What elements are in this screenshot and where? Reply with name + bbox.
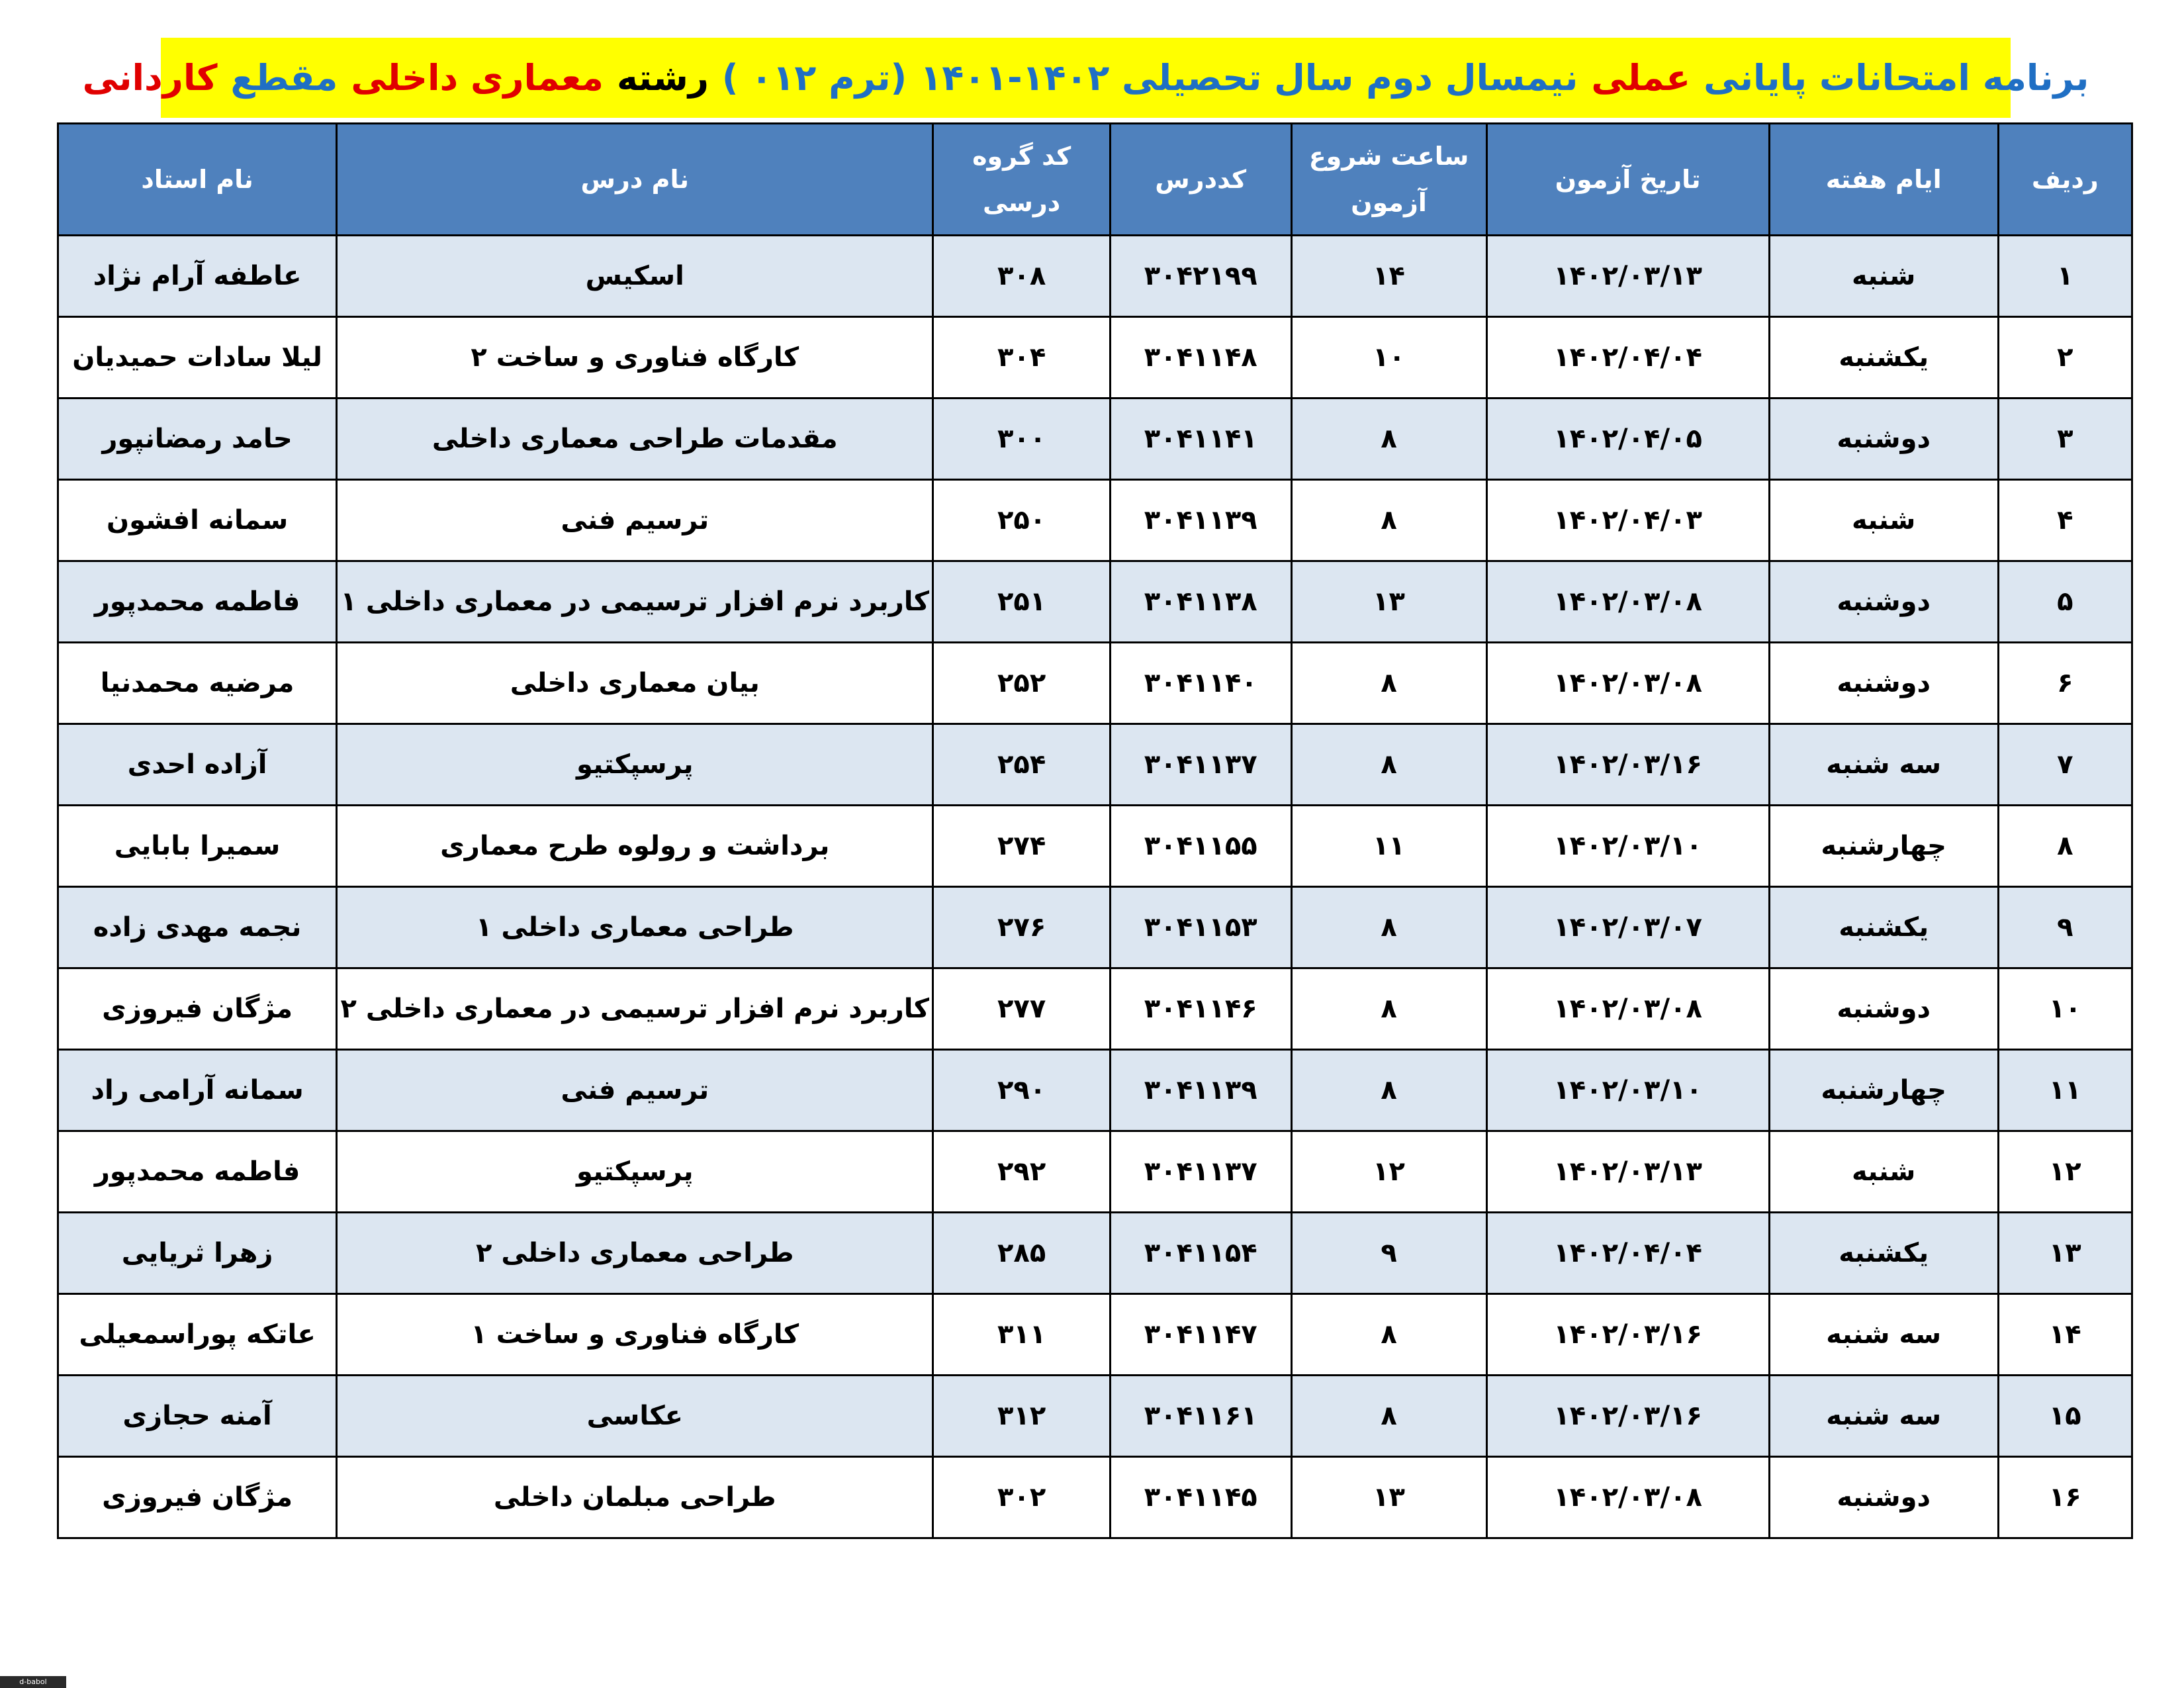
cell-group-code: ۳۰۰	[933, 399, 1111, 480]
cell-course-name: پرسپکتیو	[337, 1131, 933, 1213]
cell-course-code: ۳۰۴۱۱۳۹	[1110, 1050, 1291, 1131]
cell-row-number: ۵	[1998, 561, 2132, 643]
table-row	[58, 480, 2132, 561]
cell-course-name: کاربرد نرم افزار ترسیمی در معماری داخلی ۲	[337, 968, 933, 1050]
cell-row-number: ۱۲	[1998, 1131, 2132, 1213]
table-row	[58, 1050, 2132, 1131]
cell-start-time: ۸	[1291, 399, 1486, 480]
cell-group-code: ۲۵۰	[933, 480, 1111, 561]
cell-course-name: اسکیس	[337, 236, 933, 317]
cell-day: چهارشنبه	[1769, 1050, 1998, 1131]
cell-course-code: ۳۰۴۱۱۵۳	[1110, 887, 1291, 968]
cell-row-number: ۷	[1998, 724, 2132, 806]
cell-instructor: لیلا سادات حمیدیان	[58, 317, 337, 399]
cell-exam-date: ۱۴۰۲/۰۳/۱۳	[1486, 236, 1769, 317]
cell-instructor: نجمه مهدی زاده	[58, 887, 337, 968]
cell-course-code: ۳۰۴۱۱۳۷	[1110, 1131, 1291, 1213]
cell-instructor: عاتکه پوراسمعیلی	[58, 1294, 337, 1376]
cell-instructor: حامد رمضانپور	[58, 399, 337, 480]
cell-row-number: ۱۴	[1998, 1294, 2132, 1376]
table-body	[58, 236, 2132, 1538]
cell-course-code: ۳۰۴۱۱۴۰	[1110, 643, 1291, 724]
cell-start-time: ۸	[1291, 968, 1486, 1050]
cell-group-code: ۳۰۴	[933, 317, 1111, 399]
cell-instructor: زهرا ثریایی	[58, 1213, 337, 1294]
cell-row-number: ۱۶	[1998, 1457, 2132, 1538]
cell-course-name: طراحی معماری داخلی ۲	[337, 1213, 933, 1294]
cell-course-name: بیان معماری داخلی	[337, 643, 933, 724]
cell-course-name: کاربرد نرم افزار ترسیمی در معماری داخلی ۱	[337, 561, 933, 643]
cell-start-time: ۸	[1291, 887, 1486, 968]
cell-row-number: ۱۳	[1998, 1213, 2132, 1294]
cell-course-code: ۳۰۴۱۱۴۵	[1110, 1457, 1291, 1538]
cell-start-time: ۸	[1291, 724, 1486, 806]
cell-group-code: ۳۱۲	[933, 1376, 1111, 1457]
cell-row-number: ۴	[1998, 480, 2132, 561]
cell-course-code: ۳۰۴۱۱۳۹	[1110, 480, 1291, 561]
cell-day: یکشنبه	[1769, 317, 1998, 399]
cell-row-number: ۱۵	[1998, 1376, 2132, 1457]
cell-day: سه شنبه	[1769, 724, 1998, 806]
cell-instructor: سمانه آرامی راد	[58, 1050, 337, 1131]
cell-exam-date: ۱۴۰۲/۰۳/۰۸	[1486, 968, 1769, 1050]
title-part-6: معماری داخلی	[351, 57, 604, 99]
cell-course-code: ۳۰۴۱۱۵۵	[1110, 806, 1291, 887]
cell-start-time: ۱۰	[1291, 317, 1486, 399]
cell-course-name: مقدمات طراحی معماری داخلی	[337, 399, 933, 480]
cell-instructor: سمانه افشون	[58, 480, 337, 561]
cell-row-number: ۱۱	[1998, 1050, 2132, 1131]
table-row	[58, 1457, 2132, 1538]
cell-instructor: مرضیه محمدنیا	[58, 643, 337, 724]
cell-start-time: ۸	[1291, 1376, 1486, 1457]
cell-course-code: ۳۰۴۱۱۴۸	[1110, 317, 1291, 399]
table-row	[58, 399, 2132, 480]
title-part-3: نیمسال دوم سال تحصیلی ۱۴۰۲-۱۴۰۱	[920, 57, 1578, 99]
cell-course-code: ۳۰۴۲۱۹۹	[1110, 236, 1291, 317]
header-day: ایام هفته	[1769, 124, 1998, 236]
cell-course-name: طراحی معماری داخلی ۱	[337, 887, 933, 968]
cell-start-time: ۱۴	[1291, 236, 1486, 317]
cell-course-code: ۳۰۴۱۱۴۱	[1110, 399, 1291, 480]
exam-schedule-table	[57, 122, 2133, 1539]
cell-start-time: ۱۱	[1291, 806, 1486, 887]
cell-start-time: ۸	[1291, 1294, 1486, 1376]
cell-group-code: ۳۰۲	[933, 1457, 1111, 1538]
table-row	[58, 1213, 2132, 1294]
table-row	[58, 236, 2132, 317]
header-row-number: ردیف	[1998, 124, 2132, 236]
cell-day: دوشنبه	[1769, 968, 1998, 1050]
cell-start-time: ۱۳	[1291, 561, 1486, 643]
cell-group-code: ۲۵۴	[933, 724, 1111, 806]
cell-day: دوشنبه	[1769, 643, 1998, 724]
cell-course-code: ۳۰۴۱۱۵۴	[1110, 1213, 1291, 1294]
cell-exam-date: ۱۴۰۲/۰۴/۰۵	[1486, 399, 1769, 480]
cell-exam-date: ۱۴۰۲/۰۳/۱۳	[1486, 1131, 1769, 1213]
cell-start-time: ۸	[1291, 643, 1486, 724]
cell-course-code: ۳۰۴۱۱۴۶	[1110, 968, 1291, 1050]
cell-day: شنبه	[1769, 480, 1998, 561]
cell-group-code: ۲۷۶	[933, 887, 1111, 968]
cell-exam-date: ۱۴۰۲/۰۳/۰۸	[1486, 1457, 1769, 1538]
cell-exam-date: ۱۴۰۲/۰۳/۱۶	[1486, 724, 1769, 806]
cell-group-code: ۲۹۲	[933, 1131, 1111, 1213]
table-header-row	[58, 124, 2132, 236]
cell-exam-date: ۱۴۰۲/۰۴/۰۴	[1486, 317, 1769, 399]
cell-exam-date: ۱۴۰۲/۰۴/۰۳	[1486, 480, 1769, 561]
cell-course-name: پرسپکتیو	[337, 724, 933, 806]
cell-exam-date: ۱۴۰۲/۰۳/۱۰	[1486, 1050, 1769, 1131]
table-row	[58, 1294, 2132, 1376]
cell-course-name: کارگاه فناوری و ساخت ۱	[337, 1294, 933, 1376]
cell-course-code: ۳۰۴۱۱۳۸	[1110, 561, 1291, 643]
cell-day: شنبه	[1769, 236, 1998, 317]
cell-group-code: ۲۵۱	[933, 561, 1111, 643]
table-row	[58, 643, 2132, 724]
cell-day: چهارشنبه	[1769, 806, 1998, 887]
cell-row-number: ۱۰	[1998, 968, 2132, 1050]
cell-exam-date: ۱۴۰۲/۰۳/۱۶	[1486, 1376, 1769, 1457]
title-part-1: برنامه امتحانات پایانی	[1704, 57, 2089, 99]
title-part-7: مقطع	[230, 57, 338, 99]
cell-row-number: ۸	[1998, 806, 2132, 887]
cell-group-code: ۳۱۱	[933, 1294, 1111, 1376]
cell-instructor: عاطفه آرام نژاد	[58, 236, 337, 317]
cell-exam-date: ۱۴۰۲/۰۴/۰۴	[1486, 1213, 1769, 1294]
cell-instructor: سمیرا بابایی	[58, 806, 337, 887]
table-row	[58, 724, 2132, 806]
table-row	[58, 968, 2132, 1050]
cell-group-code: ۲۹۰	[933, 1050, 1111, 1131]
cell-row-number: ۶	[1998, 643, 2132, 724]
cell-exam-date: ۱۴۰۲/۰۳/۰۸	[1486, 561, 1769, 643]
cell-row-number: ۲	[1998, 317, 2132, 399]
title-part-8: کاردانی	[82, 57, 218, 99]
cell-group-code: ۲۸۵	[933, 1213, 1111, 1294]
cell-course-code: ۳۰۴۱۱۴۷	[1110, 1294, 1291, 1376]
cell-instructor: مژگان فیروزی	[58, 968, 337, 1050]
table-row	[58, 1376, 2132, 1457]
cell-course-name: کارگاه فناوری و ساخت ۲	[337, 317, 933, 399]
cell-day: سه شنبه	[1769, 1294, 1998, 1376]
cell-instructor: فاطمه محمدپور	[58, 1131, 337, 1213]
cell-exam-date: ۱۴۰۲/۰۳/۱۶	[1486, 1294, 1769, 1376]
cell-day: شنبه	[1769, 1131, 1998, 1213]
cell-exam-date: ۱۴۰۲/۰۳/۰۸	[1486, 643, 1769, 724]
title-part-5: رشته	[616, 57, 709, 99]
cell-course-name: ترسیم فنی	[337, 480, 933, 561]
cell-group-code: ۲۵۲	[933, 643, 1111, 724]
cell-instructor: فاطمه محمدپور	[58, 561, 337, 643]
cell-course-name: طراحی مبلمان داخلی	[337, 1457, 933, 1538]
cell-start-time: ۸	[1291, 1050, 1486, 1131]
cell-day: دوشنبه	[1769, 1457, 1998, 1538]
cell-row-number: ۹	[1998, 887, 2132, 968]
cell-start-time: ۱۳	[1291, 1457, 1486, 1538]
header-exam-date: تاریخ آزمون	[1486, 124, 1769, 236]
watermark: d-babol	[0, 1676, 66, 1688]
table-row	[58, 806, 2132, 887]
header-start-time: ساعت شروع آزمون	[1291, 124, 1486, 236]
cell-course-name: برداشت و رولوه طرح معماری	[337, 806, 933, 887]
header-group-code: کد گروه درسی	[933, 124, 1111, 236]
title-part-2: عملی	[1591, 57, 1691, 99]
cell-course-code: ۳۰۴۱۱۶۱	[1110, 1376, 1291, 1457]
table-row	[58, 561, 2132, 643]
cell-course-name: ترسیم فنی	[337, 1050, 933, 1131]
cell-row-number: ۳	[1998, 399, 2132, 480]
cell-start-time: ۸	[1291, 480, 1486, 561]
cell-exam-date: ۱۴۰۲/۰۳/۰۷	[1486, 887, 1769, 968]
page-title	[82, 38, 2089, 118]
header-course-code: کددرس	[1110, 124, 1291, 236]
header-course-name: نام درس	[337, 124, 933, 236]
cell-day: دوشنبه	[1769, 399, 1998, 480]
header-instructor: نام استاد	[58, 124, 337, 236]
cell-start-time: ۱۲	[1291, 1131, 1486, 1213]
cell-instructor: آزاده احدی	[58, 724, 337, 806]
cell-group-code: ۳۰۸	[933, 236, 1111, 317]
cell-day: دوشنبه	[1769, 561, 1998, 643]
cell-start-time: ۹	[1291, 1213, 1486, 1294]
cell-instructor: مژگان فیروزی	[58, 1457, 337, 1538]
cell-course-code: ۳۰۴۱۱۳۷	[1110, 724, 1291, 806]
title-part-4: (ترم ۰۱۲ )	[721, 57, 907, 99]
cell-day: یکشنبه	[1769, 1213, 1998, 1294]
cell-course-name: عکاسی	[337, 1376, 933, 1457]
cell-group-code: ۲۷۷	[933, 968, 1111, 1050]
table-row	[58, 887, 2132, 968]
table-row	[58, 1131, 2132, 1213]
table-row	[58, 317, 2132, 399]
cell-day: یکشنبه	[1769, 887, 1998, 968]
cell-exam-date: ۱۴۰۲/۰۳/۱۰	[1486, 806, 1769, 887]
cell-row-number: ۱	[1998, 236, 2132, 317]
cell-day: سه شنبه	[1769, 1376, 1998, 1457]
cell-group-code: ۲۷۴	[933, 806, 1111, 887]
cell-instructor: آمنه حجازی	[58, 1376, 337, 1457]
